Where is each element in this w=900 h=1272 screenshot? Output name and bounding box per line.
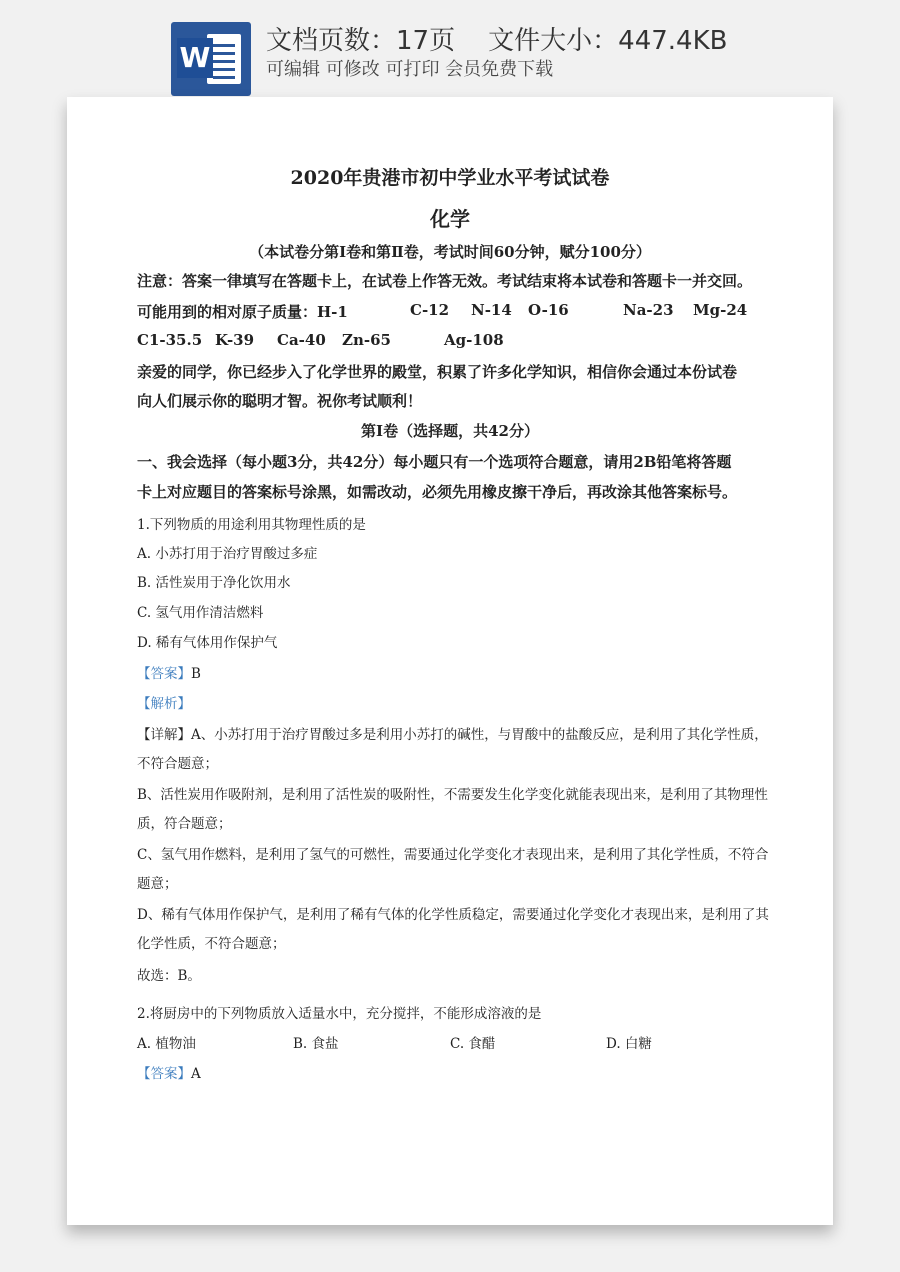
mass-item: C1-35.5 [137,331,203,349]
greeting-line: 向人们展示你的聪明才智。祝你考试顺利！ [137,392,423,410]
word-document-icon [171,22,251,96]
detail-line: 化学性质，不符合题意； [137,936,286,952]
file-meta [266,20,727,57]
answer-tag: 【答案】 [137,666,191,682]
detail-tag: 【详解】 [137,727,191,743]
mass-item: K-39 [215,331,255,349]
mass-item: Zn-65 [342,331,391,349]
part1-title: 第Ⅰ卷（选择题，共42分） [361,422,539,440]
page-count: 文档页数：17页 [266,26,456,56]
detail-line: B、活性炭用作吸附剂，是利用了活性炭的吸附性，不需要发生化学变化就能表现出来，是利用了其物理性 [137,787,768,803]
file-size: 文件大小：447.4KB [488,26,728,56]
detail-line: 题意； [137,876,178,892]
section1-line: 一、我会选择（每小题3分，共42分）每小题只有一个选项符合题意，请用2B铅笔将答题 [137,453,732,471]
detail-line: D、稀有气体用作保护气，是利用了稀有气体的化学性质稳定，需要通过化学变化才表现出来，是利用了其 [137,907,769,923]
answer-value: A [191,1066,201,1082]
answer-tag: 【答案】 [137,1066,191,1082]
question-2-option: A. 植物油 [137,1036,196,1052]
mass-item: Mg-24 [693,301,748,319]
mass-item: Ca-40 [277,331,326,349]
document-page [67,97,833,1225]
greeting-line: 亲爱的同学，你已经步入了化学世界的殿堂，积累了许多化学知识，相信你会通过本份试卷 [137,363,738,381]
conclusion: 故选：B。 [137,968,201,984]
mass-item: N-14 [471,301,512,319]
detail-line: 质，符合题意； [137,816,232,832]
file-features: 可编辑 可修改 可打印 会员免费下载 [266,59,554,80]
question-2-option: B. 食盐 [293,1036,339,1052]
question-1-option: D. 稀有气体用作保护气 [137,635,278,651]
question-1-option: A. 小苏打用于治疗胃酸过多症 [137,546,318,562]
detail-text: A、小苏打用于治疗胃酸过多是利用小苏打的碱性，与胃酸中的盐酸反应，是利用了其化学性质， [191,727,768,743]
exam-instructions: （本试卷分第Ⅰ卷和第Ⅱ卷，考试时间60分钟，赋分100分） [249,243,651,261]
detail-line: 不符合题意； [137,756,218,772]
question-2-option: C. 食醋 [450,1036,496,1052]
question-1-option: B. 活性炭用于净化饮用水 [137,575,291,591]
question-1-stem: 1.下列物质的用途利用其物理性质的是 [137,517,366,533]
question-2-option: D. 白糖 [606,1036,652,1052]
exam-title: 2020年贵港市初中学业水平考试试卷 [290,167,610,189]
question-2-stem: 2.将厨房中的下列物质放入适量水中，充分搅拌，不能形成溶液的是 [137,1006,542,1022]
mass-item: Na-23 [623,301,674,319]
detail-line: C、氢气用作燃料，是利用了氢气的可燃性，需要通过化学变化才表现出来，是利用了其化学性质，不符合 [137,847,769,863]
mass-item: Ag-108 [444,331,504,349]
detail-line [137,723,768,743]
section1-line: 卡上对应题目的答案标号涂黑，如需改动，必须先用橡皮擦干净后，再改涂其他答案标号。 [137,483,738,501]
notice: 注意：答案一律填写在答题卡上，在试卷上作答无效。考试结束将本试卷和答题卡一并交回。 [137,272,753,290]
word-letter: W [177,38,213,78]
exam-subject: 化学 [430,207,470,231]
mass-item: O-16 [528,301,569,319]
answer-value: B [191,666,201,682]
download-banner [0,0,900,96]
analysis-tag: 【解析】 [137,696,191,712]
answer-line [137,1062,201,1082]
answer-line [137,662,201,682]
question-1-option: C. 氢气用作清洁燃料 [137,605,264,621]
mass-item: C-12 [410,301,450,319]
atomic-mass-label: 可能用到的相对原子质量：H-1 [137,303,348,321]
